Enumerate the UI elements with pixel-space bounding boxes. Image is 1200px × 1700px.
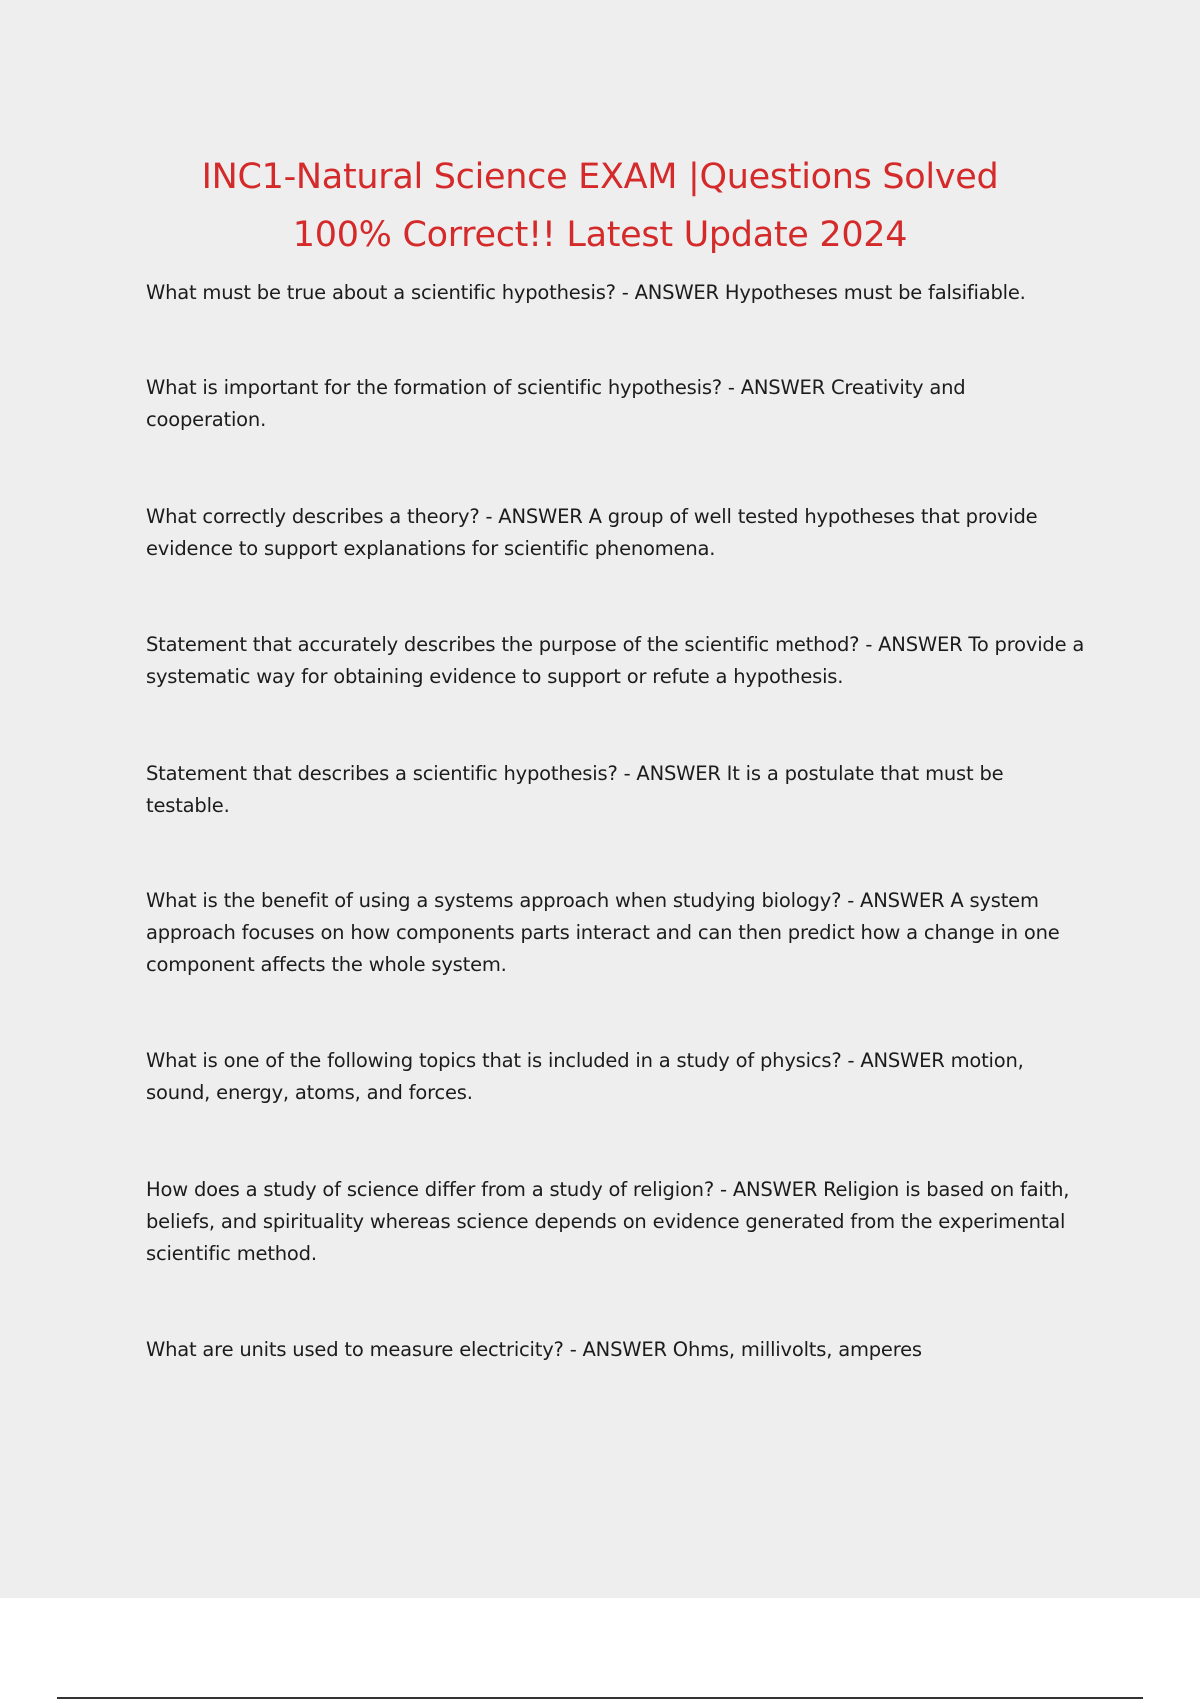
- qa-item-7: What is one of the following topics that is included in a study of physics? - ANSWER motion, sound, energy, atoms, and forces.: [146, 1049, 1024, 1104]
- title-line-1: INC1-Natural Science EXAM |Questions Solved: [201, 157, 999, 197]
- qa-item-5: Statement that describes a scientific hypothesis? - ANSWER It is a postulate that must be testable.: [146, 762, 1004, 817]
- qa-item-3: What correctly describes a theory? - ANSWER A group of well tested hypotheses that provide evidence to support explanations for scientific phenomena.: [146, 505, 1038, 560]
- page-bottom-divider: [57, 1697, 1143, 1699]
- title-line-2: 100% Correct!! Latest Update 2024: [292, 215, 908, 255]
- qa-item-1: What must be true about a scientific hypothesis? - ANSWER Hypotheses must be falsifiable.: [146, 281, 1026, 304]
- qa-item-9: What are units used to measure electricity? - ANSWER Ohms, millivolts, amperes: [146, 1338, 922, 1361]
- qa-item-2: What is important for the formation of scientific hypothesis? - ANSWER Creativity and cooperation.: [146, 376, 966, 431]
- qa-item-4: Statement that accurately describes the purpose of the scientific method? - ANSWER To provide a systematic way for obtaining evidence to support or refute a hypothesis.: [146, 633, 1085, 688]
- qa-item-8: How does a study of science differ from a study of religion? - ANSWER Religion is based on faith, beliefs, and spirituality whereas science depends on evidence generated from the experimental scientific method.: [146, 1178, 1070, 1265]
- document-title: [150, 148, 1050, 264]
- qa-item-6: What is the benefit of using a systems approach when studying biology? - ANSWER A system approach focuses on how components parts interact and can then predict how a change in one component affects the whole system.: [146, 889, 1060, 976]
